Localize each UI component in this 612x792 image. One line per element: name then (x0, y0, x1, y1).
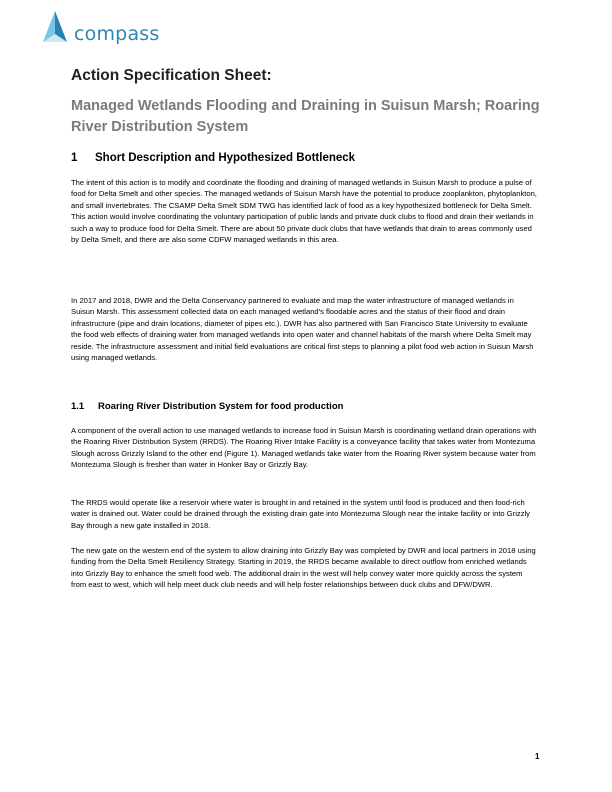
section-1-1-paragraph-2: The RRDS would operate like a reservoir where water is brought in and retained in the system until food is produced and then food-rich water is drained out. Water could be drained through the existing drain gate into Montezuma Slough near the intake facility or into Grizzly Bay through a new gate installed in 2018. (71, 498, 530, 530)
section-1-1-paragraph-1: A component of the overall action to use managed wetlands to increase food in Suisun Marsh is coordinating wetland drain operations with the Roaring River Distribution System (RRDS). The Roaring River Intake Facility is a conveyance facility that takes water from Montezuma Slough across Grizzly Island to the other end (Figure 1). Managed wetlands take water from the Roaring River system because water from Montezuma Slough is fresher than water in Honker Bay or Grizzly Bay. (71, 426, 537, 470)
section-1-paragraph-1: The intent of this action is to modify and coordinate the flooding and draining of managed wetlands in Suisun Marsh to produce a pulse of food for Delta Smelt and other species. The managed wetlands of Suisun Marsh have the potential to produce zooplankton, phytoplankton, and small invertebrates. The CSAMP Delta Smelt SDM TWG has identified lack of food as a key hypothesized bottleneck for Delta Smelt. This action would involve coordinating the voluntary participation of public lands and private duck clubs to flood and drain their wetlands in such a way to produce food for Delta Smelt. There are about 50 private duck clubs that have wetlands that drain to areas commonly used by Delta Smelt, and there are also some CDFW managed wetlands in this area. (71, 178, 537, 245)
section-1-1-heading (71, 401, 343, 412)
section-1-number: 1 (71, 152, 78, 164)
document-title: Action Specification Sheet: (71, 67, 272, 84)
section-1-1-title: Roaring River Distribution System for food production (98, 401, 344, 412)
document-subtitle: Managed Wetlands Flooding and Draining in Suisun Marsh; Roaring River Distribution System (71, 98, 540, 135)
section-1-heading (71, 152, 355, 164)
compass-logo (40, 10, 190, 46)
section-1-1-number: 1.1 (71, 401, 85, 412)
section-1-paragraph-2: In 2017 and 2018, DWR and the Delta Conservancy partnered to evaluate and map the water infrastructure of managed wetlands in Suisun Marsh. This assessment collected data on each managed wetland's floodable acres and the status of their flood and drain infrastructure (pipe and drain locations, diameter of pipes etc.). DWR has also partnered with San Francisco State University to evaluate the food web effects of draining water from managed wetlands into open water and channel habitats of the marsh where Delta Smelt may reside. The infrastructure assessment and initial field evaluations are critical first steps to planning a pilot food web action in Suisun Marsh using managed wetlands. (71, 296, 534, 363)
compass-logo-text: compass (74, 23, 160, 45)
page-number: 1 (535, 752, 540, 761)
section-1-1-paragraph-3: The new gate on the western end of the system to allow draining into Grizzly Bay was completed by DWR and local partners in 2018 using funding from the Delta Smelt Resiliency Strategy. Starting in 2019, the RRDS became available to direct outflow from enriched wetlands into Grizzly Bay to enhance the smelt food web. The additional drain in the west will help convey water more quickly across the system from east to west, which will help meet duck club needs and will help foster relationships between duck clubs and DFW/DWR. (71, 546, 536, 590)
section-1-title: Short Description and Hypothesized Bottleneck (95, 152, 356, 164)
compass-logo-icon (40, 10, 70, 44)
